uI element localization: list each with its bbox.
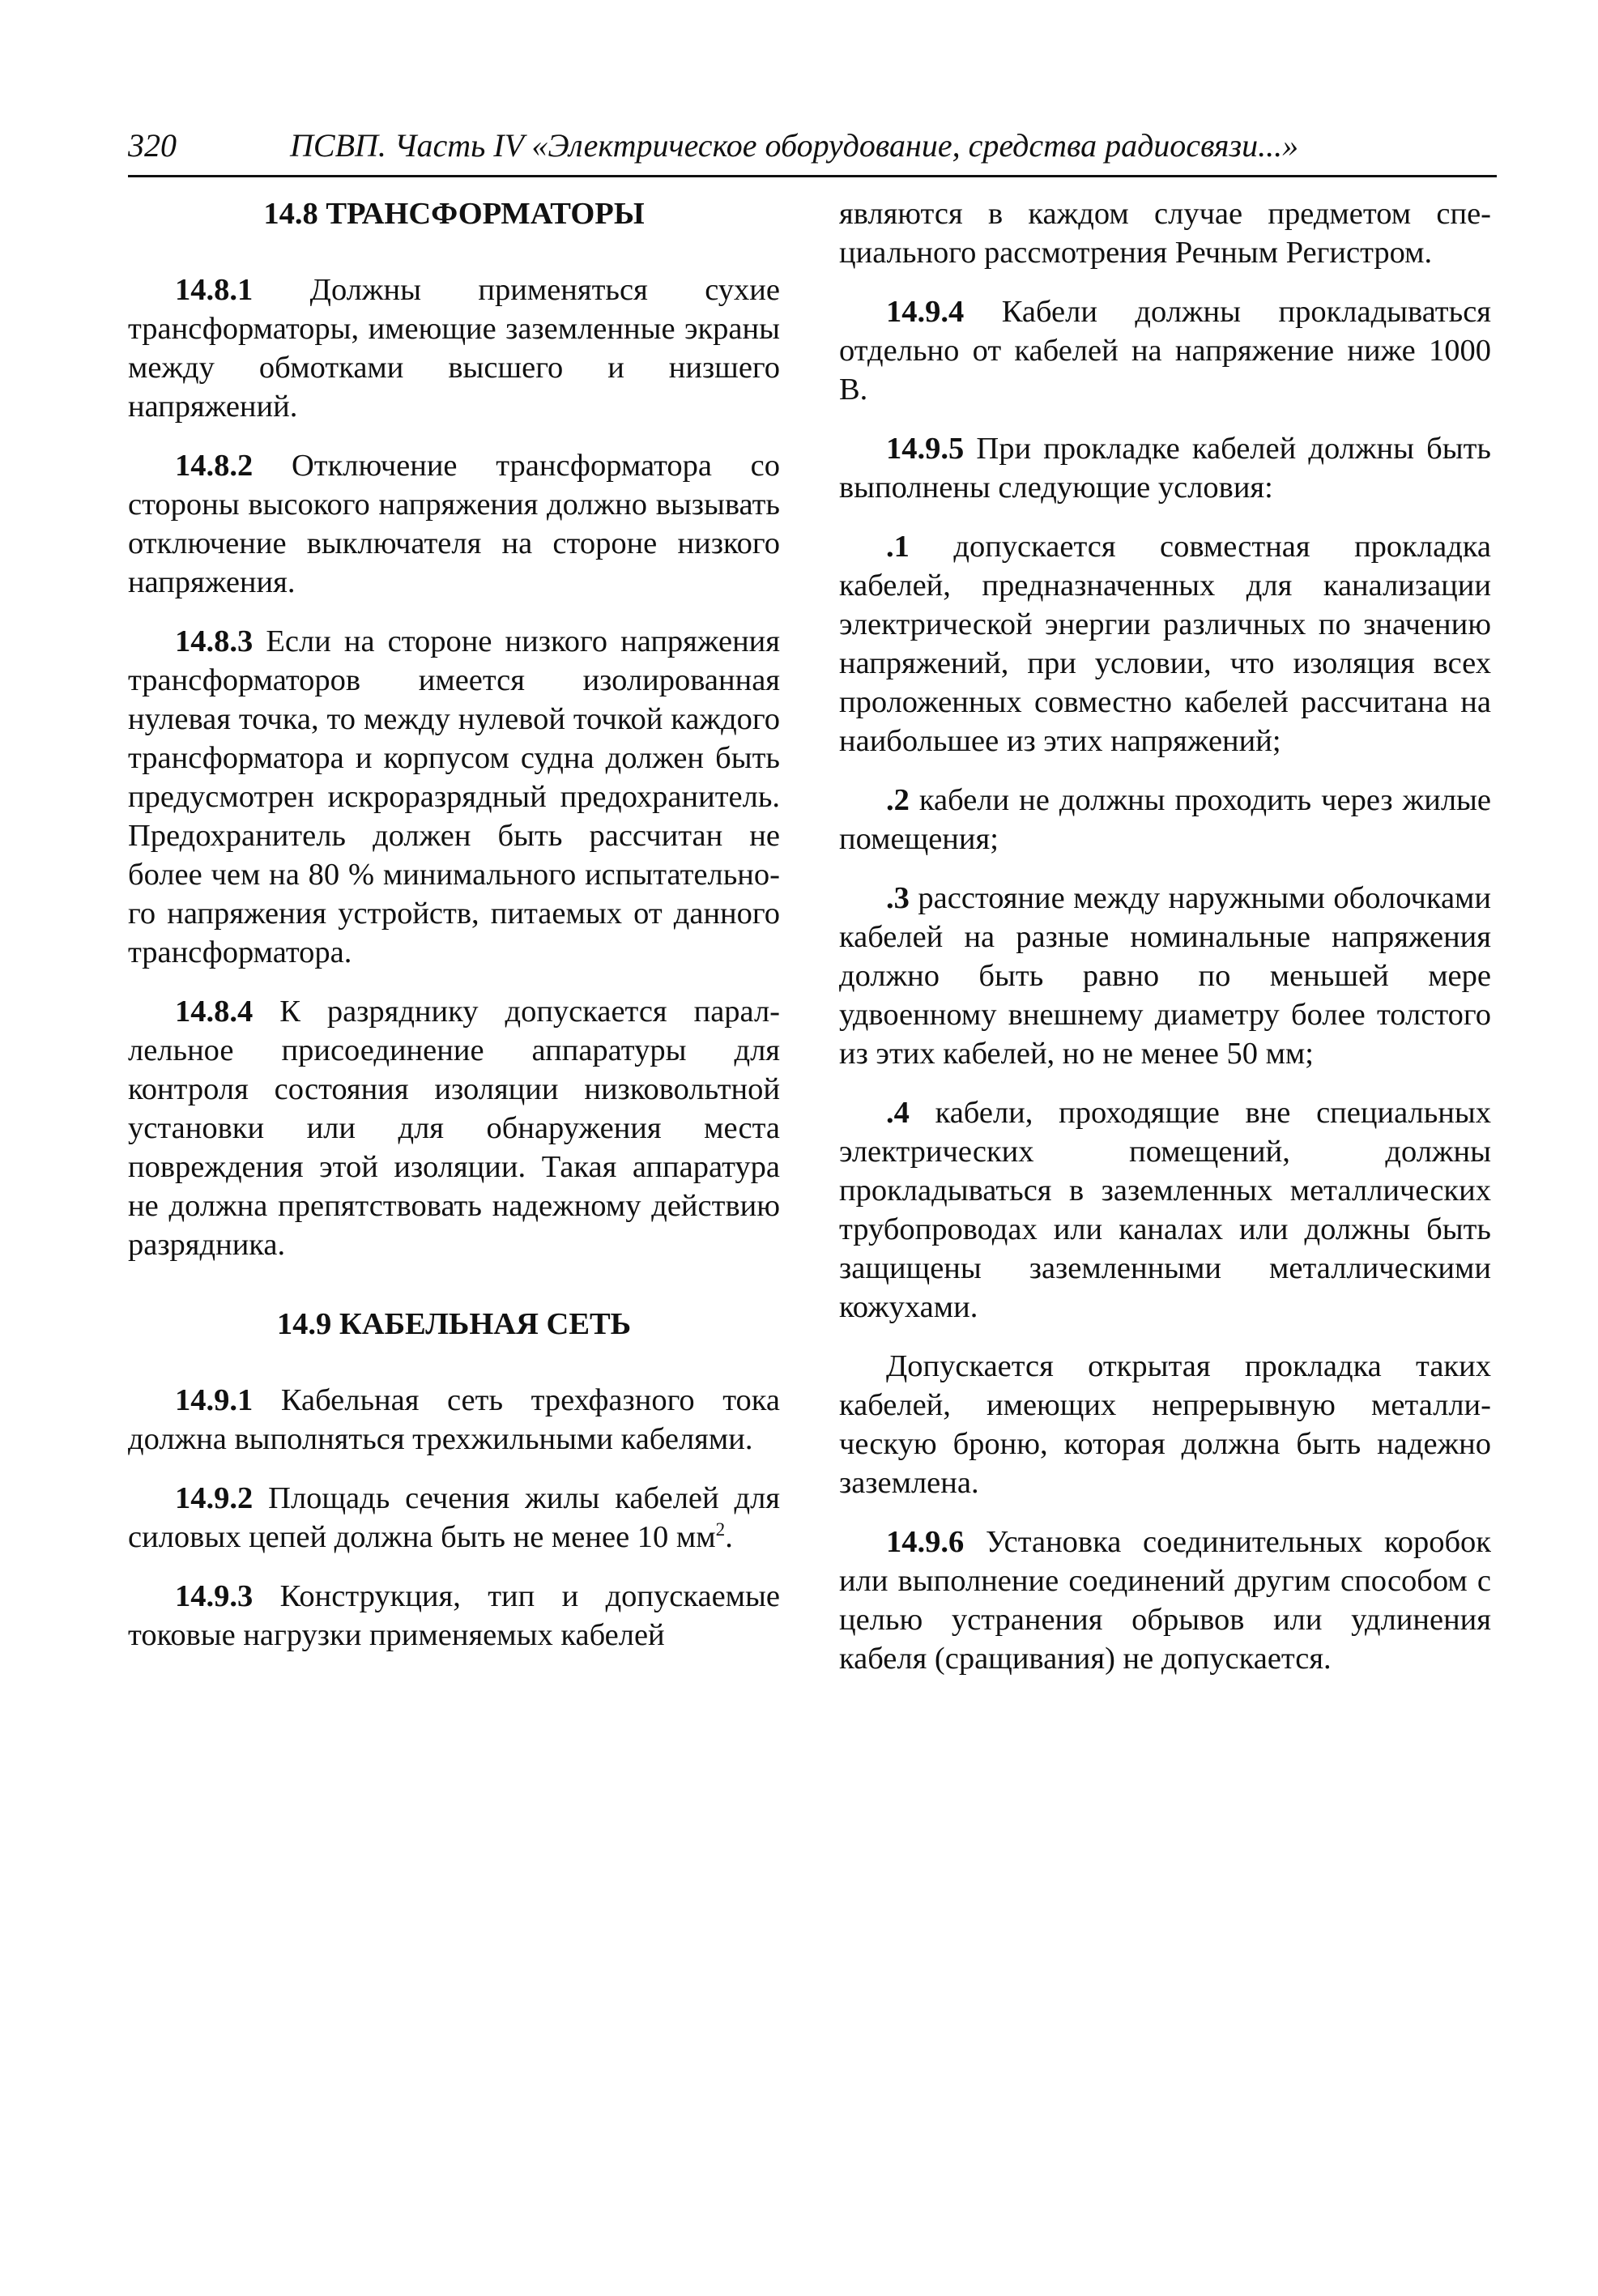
clause-14-8-3 <box>128 622 780 972</box>
superscript: 2 <box>715 1519 726 1540</box>
clause-text: Конструкция, тип и допускаемые токовые нагрузки применяемых кабелей <box>128 1579 780 1652</box>
item-number: .4 <box>886 1096 910 1130</box>
clause-number: 14.9.2 <box>175 1481 254 1515</box>
clause-number: 14.9.3 <box>175 1579 254 1613</box>
list-item-4 <box>839 1093 1491 1327</box>
page-number: 320 <box>128 127 177 164</box>
clause-14-8-1 <box>128 270 780 426</box>
section-heading-14-9: 14.9 КАБЕЛЬНАЯ СЕТЬ <box>276 1307 632 1341</box>
list-item-3 <box>839 879 1491 1073</box>
clause-number: 14.8.1 <box>175 273 254 307</box>
section-heading-14-8: 14.8 ТРАНСФОРМАТОРЫ <box>263 197 645 231</box>
item-text: кабели не должны проходить через жилые помещения; <box>839 783 1491 856</box>
clause-14-9-3 <box>128 1577 780 1655</box>
running-header <box>128 123 1497 177</box>
clause-text-tail: . <box>725 1520 733 1554</box>
clause-text: Должны применяться сухие трансформаторы, имеющие заземленные экраны между обмотками высшего и низшего напряжений. <box>128 273 780 424</box>
clause-number: 14.9.4 <box>886 295 965 329</box>
item-number: .2 <box>886 783 910 817</box>
clause-number: 14.9.6 <box>886 1525 965 1559</box>
clause-text: Отключение трансформатора со стороны высокого напряжения должно вызывать отключение выключателя на стороне низкого напряжения. <box>128 449 780 599</box>
clause-number: 14.9.5 <box>886 432 965 466</box>
list-item-1 <box>839 527 1491 760</box>
left-column <box>128 194 780 1675</box>
clause-number: 14.8.3 <box>175 624 254 658</box>
clause-14-8-2 <box>128 446 780 602</box>
clause-text: Кабельная сеть трехфазного тока должна выполняться трехжильными кабелями. <box>128 1383 780 1456</box>
clause-text: Установка соединительных коробок или выполнение соединений другим способом с целью устранения обрывов или удлинения кабеля (сращивания) не допускается. <box>839 1525 1491 1676</box>
clause-14-8-4 <box>128 992 780 1264</box>
clause-number: 14.8.4 <box>175 995 254 1029</box>
clause-number: 14.9.1 <box>175 1383 254 1417</box>
clause-14-9-5 <box>839 429 1491 507</box>
note-paragraph: Допускается открытая прокладка таких кабелей, имеющих непрерывную металлическую броню, которая должна быть надежно заземлена. <box>839 1349 1491 1500</box>
clause-14-9-2 <box>128 1479 780 1557</box>
clause-14-9-3-continued: являются в каждом случае предметом специального рассмотрения Речным Регистром. <box>839 197 1491 270</box>
list-item-2 <box>839 781 1491 858</box>
item-number: .1 <box>886 530 910 564</box>
clause-text: Площадь сечения жилы кабелей для силовых цепей должна быть не менее 10 мм <box>128 1481 780 1554</box>
clause-14-9-1 <box>128 1381 780 1459</box>
clause-text: Если на стороне низкого напряжения трансформаторов имеется изолированная нулевая точка, то между нулевой точкой каждого трансформатора и корпусом судна должен быть предусмотрен искроразрядный предохранитель. Предохранитель должен быть рассчитан не более чем на 80 % минимального испытательного напряжения устройств, питаемых от данного трансформатора. <box>128 624 780 969</box>
item-text: кабели, проходящие вне специальных электрических помещений, должны прокладываться в заземленных металлических трубопроводах или каналах или должны быть защищены заземленными металлическими кожухами. <box>839 1096 1491 1324</box>
item-text: расстояние между наружными оболочками кабелей на разные номинальные напряжения должно быть равно по меньшей мере удвоенному внешнему диаметру более толстого из этих кабелей, но не менее 50 мм; <box>839 881 1491 1071</box>
clause-text: К разряднику допускается параллельное присоединение аппаратуры для контроля состояния изоляции низковольтной установки или для обнаружения места повреждения этой изоляции. Такая аппаратура не должна препятствовать надежному действию разрядника. <box>128 995 780 1262</box>
item-text: допускается совместная прокладка кабелей, предназначенных для канализации электрической энергии различных по значению напряжений, при условии, что изоляция всех проложенных совместно кабелей рассчитана на наибольшее из этих напряжений; <box>839 530 1491 758</box>
right-column <box>839 194 1491 1698</box>
clause-14-9-6 <box>839 1523 1491 1678</box>
clause-text: Кабели должны прокладываться отдельно от кабелей на напряжение ниже 1000 В. <box>839 295 1491 407</box>
clause-14-9-4 <box>839 292 1491 409</box>
running-title: ПСВП. Часть IV «Электрическое оборудование, средства радиосвязи...» <box>290 127 1299 164</box>
item-number: .3 <box>886 881 910 915</box>
clause-text: При прокладке кабелей должны быть выполнены следующие условия: <box>839 432 1491 505</box>
clause-number: 14.8.2 <box>175 449 254 483</box>
